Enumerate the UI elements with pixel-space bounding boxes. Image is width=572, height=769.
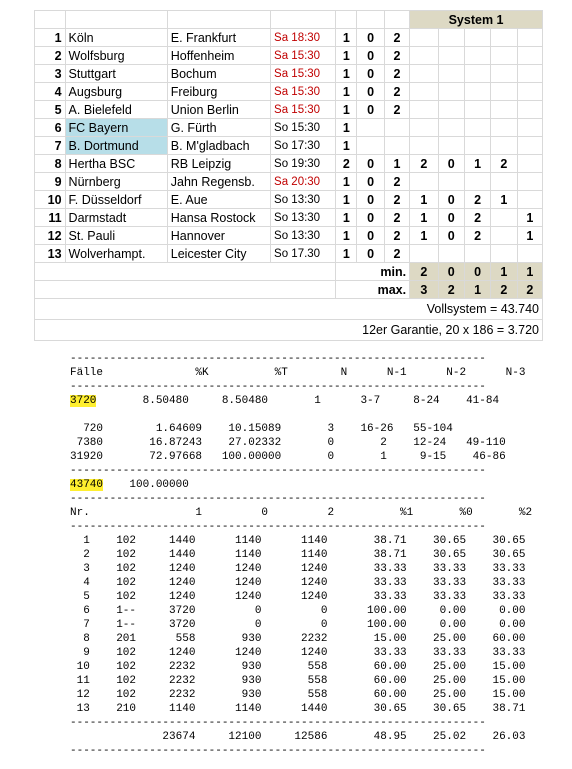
tip-0: 0 — [357, 245, 384, 263]
tip-2: 2 — [384, 173, 409, 191]
system-value — [464, 101, 490, 119]
tip-0 — [357, 119, 384, 137]
cases-row-main — [70, 395, 499, 407]
system-value — [517, 155, 542, 173]
system-value: 1 — [410, 209, 438, 227]
distribution-row: 6 1-- 3720 0 0 100.00 0.00 0.00 — [70, 605, 526, 617]
home-team: Köln — [65, 29, 167, 47]
min-row-label: min. — [336, 263, 410, 281]
tip-0: 0 — [357, 65, 384, 83]
min-row-value: 0 — [438, 263, 464, 281]
system-value: 2 — [464, 209, 490, 227]
match-row — [35, 65, 543, 83]
away-team: Hoffenheim — [167, 47, 270, 65]
system-value — [410, 47, 438, 65]
system-value: 1 — [410, 191, 438, 209]
match-number: 4 — [35, 83, 66, 101]
away-team: Freiburg — [167, 83, 270, 101]
match-number: 12 — [35, 227, 66, 245]
match-row — [35, 83, 543, 101]
kickoff-time: Sa 15:30 — [271, 65, 336, 83]
kickoff-time: Sa 15:30 — [271, 83, 336, 101]
home-team: St. Pauli — [65, 227, 167, 245]
system-value — [517, 245, 542, 263]
system-value: 0 — [438, 191, 464, 209]
system-value — [517, 173, 542, 191]
system-value — [517, 65, 542, 83]
away-team: Jahn Regensb. — [167, 173, 270, 191]
match-number: 6 — [35, 119, 66, 137]
tip-1: 1 — [336, 83, 357, 101]
tip-0: 0 — [357, 209, 384, 227]
match-number: 5 — [35, 101, 66, 119]
system-value: 0 — [438, 155, 464, 173]
home-team: A. Bielefeld — [65, 101, 167, 119]
system-value — [491, 173, 517, 191]
away-team: Leicester City — [167, 245, 270, 263]
distribution-row: 12 102 2232 930 558 60.00 25.00 15.00 — [70, 689, 526, 701]
match-row — [35, 173, 543, 191]
separator: --------------------------------------------------------------- — [70, 353, 486, 365]
home-team: Augsburg — [65, 83, 167, 101]
match-row — [35, 137, 543, 155]
tip-2: 2 — [384, 83, 409, 101]
tip-1: 1 — [336, 191, 357, 209]
home-team: Wolverhampt. — [65, 245, 167, 263]
kickoff-time: So 13:30 — [271, 227, 336, 245]
separator: --------------------------------------------------------------- — [70, 465, 486, 477]
kickoff-time: Sa 15:30 — [271, 47, 336, 65]
system-spreadsheet — [34, 10, 543, 341]
match-row — [35, 209, 543, 227]
match-number: 1 — [35, 29, 66, 47]
match-number: 9 — [35, 173, 66, 191]
system-value — [517, 29, 542, 47]
vollsystem-total: Vollsystem = 43.740 — [35, 299, 543, 320]
system-value — [438, 119, 464, 137]
match-row — [35, 227, 543, 245]
tip-2 — [384, 119, 409, 137]
away-team: Bochum — [167, 65, 270, 83]
tip-2: 2 — [384, 245, 409, 263]
separator: --------------------------------------------------------------- — [70, 381, 486, 393]
system-title: System 1 — [410, 11, 543, 29]
system-value — [410, 29, 438, 47]
home-team: Hertha BSC — [65, 155, 167, 173]
home-team: Nürnberg — [65, 173, 167, 191]
match-number: 8 — [35, 155, 66, 173]
system-value — [464, 65, 490, 83]
tip-2: 2 — [384, 209, 409, 227]
match-row — [35, 29, 543, 47]
tip-1: 1 — [336, 209, 357, 227]
system-value — [464, 173, 490, 191]
min-row — [35, 263, 543, 281]
system-value: 1 — [464, 155, 490, 173]
system-value — [438, 137, 464, 155]
max-row-value: 2 — [517, 281, 542, 299]
system-value — [438, 83, 464, 101]
distribution-row: 2 102 1440 1140 1140 38.71 30.65 30.65 — [70, 549, 526, 561]
kickoff-time: So 13:30 — [271, 191, 336, 209]
distribution-row: 3 102 1240 1240 1240 33.33 33.33 33.33 — [70, 563, 526, 575]
system-value — [410, 65, 438, 83]
kickoff-time: Sa 15:30 — [271, 101, 336, 119]
tip-0 — [357, 137, 384, 155]
tip-2: 2 — [384, 101, 409, 119]
tip-1: 1 — [336, 101, 357, 119]
system-value — [491, 65, 517, 83]
system-value — [410, 137, 438, 155]
max-row-value: 2 — [491, 281, 517, 299]
system-report — [70, 352, 533, 758]
min-row-value: 1 — [517, 263, 542, 281]
system-value — [410, 245, 438, 263]
tip-2 — [384, 137, 409, 155]
distribution-row: 9 102 1240 1240 1240 33.33 33.33 33.33 — [70, 647, 526, 659]
tip-2: 2 — [384, 191, 409, 209]
distribution-row: 13 210 1140 1140 1440 30.65 30.65 38.71 — [70, 703, 526, 715]
tip-1: 1 — [336, 29, 357, 47]
system-value: 0 — [438, 209, 464, 227]
system-value: 1 — [517, 227, 542, 245]
system-value — [464, 47, 490, 65]
min-row-value: 2 — [410, 263, 438, 281]
distribution-row: 4 102 1240 1240 1240 33.33 33.33 33.33 — [70, 577, 526, 589]
cases-row: 31920 72.97668 100.00000 0 1 9-15 46-86 — [70, 451, 506, 463]
away-team: RB Leipzig — [167, 155, 270, 173]
max-row — [35, 281, 543, 299]
highlighted-count: 3720 — [70, 395, 97, 407]
total-percent: 100.00000 — [103, 479, 189, 491]
match-row — [35, 101, 543, 119]
distribution-row: 7 1-- 3720 0 0 100.00 0.00 0.00 — [70, 619, 526, 631]
system-value — [491, 227, 517, 245]
tip-2: 1 — [384, 155, 409, 173]
tip-0: 0 — [357, 101, 384, 119]
tip-0: 0 — [357, 83, 384, 101]
distribution-totals: 23674 12100 12586 48.95 25.02 26.03 — [70, 731, 526, 743]
system-value — [491, 245, 517, 263]
tip-1: 1 — [336, 173, 357, 191]
kickoff-time: Sa 18:30 — [271, 29, 336, 47]
system-value: 0 — [438, 227, 464, 245]
tip-0: 0 — [357, 29, 384, 47]
distribution-row: 5 102 1240 1240 1240 33.33 33.33 33.33 — [70, 591, 526, 603]
system-value: 1 — [491, 191, 517, 209]
system-value — [438, 47, 464, 65]
cases-row-values: 8.50480 8.50480 1 3-7 8-24 41-84 — [96, 395, 500, 407]
kickoff-time: So 15:30 — [271, 119, 336, 137]
header-row — [35, 11, 543, 29]
system-value — [464, 137, 490, 155]
tip-0: 0 — [357, 173, 384, 191]
system-value — [491, 29, 517, 47]
system-value — [517, 47, 542, 65]
system-value — [438, 29, 464, 47]
tip-1: 1 — [336, 65, 357, 83]
system-value — [464, 83, 490, 101]
system-value — [410, 173, 438, 191]
tip-2: 2 — [384, 65, 409, 83]
away-team: E. Aue — [167, 191, 270, 209]
kickoff-time: Sa 20:30 — [271, 173, 336, 191]
match-number: 10 — [35, 191, 66, 209]
tip-1: 2 — [336, 155, 357, 173]
max-row-value: 1 — [464, 281, 490, 299]
distribution-header: Nr. 1 0 2 %1 %0 %2 — [70, 507, 533, 519]
match-number: 3 — [35, 65, 66, 83]
system-value — [491, 119, 517, 137]
away-team: Hannover — [167, 227, 270, 245]
max-row-value: 2 — [438, 281, 464, 299]
separator: --------------------------------------------------------------- — [70, 521, 486, 533]
system-value — [517, 191, 542, 209]
away-team: E. Frankfurt — [167, 29, 270, 47]
match-row — [35, 191, 543, 209]
home-team: Wolfsburg — [65, 47, 167, 65]
match-row — [35, 245, 543, 263]
system-value — [438, 101, 464, 119]
min-row-value: 0 — [464, 263, 490, 281]
kickoff-time: So 17.30 — [271, 245, 336, 263]
tip-2: 2 — [384, 29, 409, 47]
match-number: 7 — [35, 137, 66, 155]
home-team: Darmstadt — [65, 209, 167, 227]
system-value — [491, 137, 517, 155]
kickoff-time: So 13:30 — [271, 209, 336, 227]
home-team: B. Dortmund — [65, 137, 167, 155]
system-value — [410, 83, 438, 101]
kickoff-time: So 17:30 — [271, 137, 336, 155]
cases-row: 720 1.64609 10.15089 3 16-26 55-104 — [70, 423, 453, 435]
system-value: 1 — [410, 227, 438, 245]
tip-1: 1 — [336, 47, 357, 65]
match-number: 13 — [35, 245, 66, 263]
tip-1: 1 — [336, 227, 357, 245]
system-value — [438, 245, 464, 263]
home-team: F. Düsseldorf — [65, 191, 167, 209]
away-team: Union Berlin — [167, 101, 270, 119]
system-value — [464, 245, 490, 263]
cases-header: Fälle %K %T N N-1 N-2 N-3 — [70, 367, 526, 379]
system-value: 2 — [491, 155, 517, 173]
tip-0: 0 — [357, 227, 384, 245]
tip-2: 2 — [384, 227, 409, 245]
match-row — [35, 47, 543, 65]
system-value: 1 — [517, 209, 542, 227]
system-value — [491, 83, 517, 101]
match-row — [35, 119, 543, 137]
distribution-row: 11 102 2232 930 558 60.00 25.00 15.00 — [70, 675, 526, 687]
cases-row: 7380 16.87243 27.02332 0 2 12-24 49-110 — [70, 437, 506, 449]
system-value — [464, 119, 490, 137]
system-value — [464, 29, 490, 47]
system-value — [410, 101, 438, 119]
tip-1: 1 — [336, 119, 357, 137]
min-row-value: 1 — [491, 263, 517, 281]
tip-0: 0 — [357, 155, 384, 173]
tip-0: 0 — [357, 47, 384, 65]
system-value — [491, 47, 517, 65]
distribution-row: 8 201 558 930 2232 15.00 25.00 60.00 — [70, 633, 526, 645]
system-value — [438, 65, 464, 83]
away-team: B. M'gladbach — [167, 137, 270, 155]
system-value — [517, 83, 542, 101]
match-number: 11 — [35, 209, 66, 227]
away-team: Hansa Rostock — [167, 209, 270, 227]
tip-1: 1 — [336, 137, 357, 155]
system-value — [491, 101, 517, 119]
home-team: Stuttgart — [65, 65, 167, 83]
system-value — [517, 119, 542, 137]
system-value: 2 — [464, 227, 490, 245]
tip-0: 0 — [357, 191, 384, 209]
max-row-value: 3 — [410, 281, 438, 299]
home-team: FC Bayern — [65, 119, 167, 137]
system-value — [491, 209, 517, 227]
separator: --------------------------------------------------------------- — [70, 717, 486, 729]
system-value — [410, 119, 438, 137]
distribution-row: 10 102 2232 930 558 60.00 25.00 15.00 — [70, 661, 526, 673]
system-value — [438, 173, 464, 191]
max-row-label: max. — [336, 281, 410, 299]
system-value — [517, 101, 542, 119]
highlighted-total: 43740 — [70, 479, 104, 491]
away-team: G. Fürth — [167, 119, 270, 137]
separator: --------------------------------------------------------------- — [70, 493, 486, 505]
separator: --------------------------------------------------------------- — [70, 745, 486, 757]
match-number: 2 — [35, 47, 66, 65]
system-value — [517, 137, 542, 155]
garantie-line: 12er Garantie, 20 x 186 = 3.720 — [35, 320, 543, 341]
tip-1: 1 — [336, 245, 357, 263]
match-row — [35, 155, 543, 173]
cases-total-row — [70, 479, 189, 491]
tip-2: 2 — [384, 47, 409, 65]
distribution-row: 1 102 1440 1140 1140 38.71 30.65 30.65 — [70, 535, 526, 547]
system-value: 2 — [410, 155, 438, 173]
system-value: 2 — [464, 191, 490, 209]
kickoff-time: So 19:30 — [271, 155, 336, 173]
